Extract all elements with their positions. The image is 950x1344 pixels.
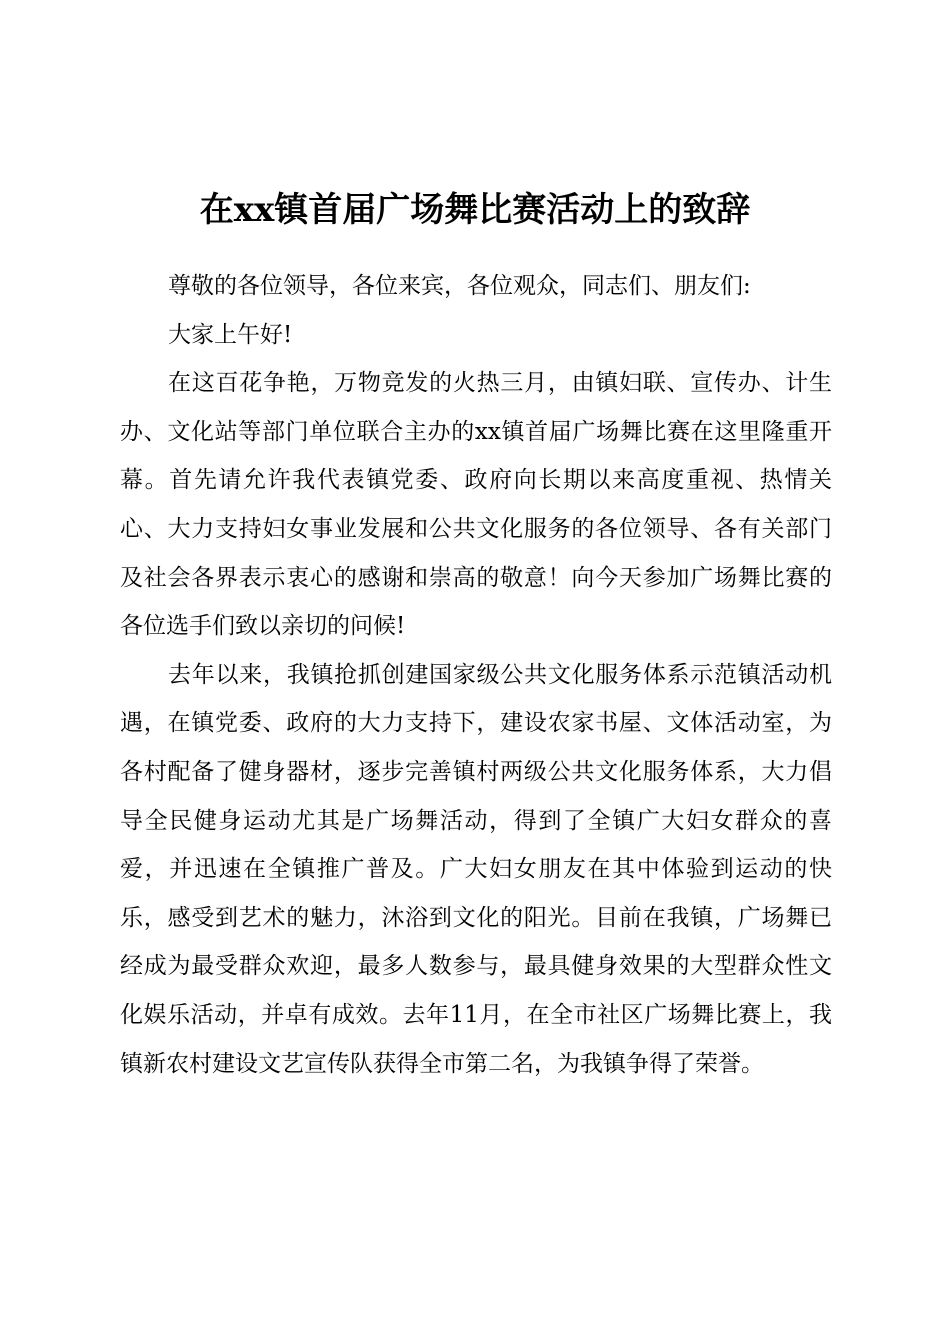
review-paragraph: 去年以来，我镇抢抓创建国家级公共文化服务体系示范镇活动机遇，在镇党委、政府的大力支持下，建设农家书屋、文体活动室，为各村配备了健身器材，逐步完善镇村两级公共文化服务体系，大力倡导全民健身运动尤其是广场舞活动，得到了全镇广大妇女群众的喜爱，并迅速在全镇推广普及。广大妇女朋友在其中体验到运动的快乐，感受到艺术的魅力，沐浴到文化的阳光。目前在我镇，广场舞已经成为最受群众欢迎，最多人数参与，最具健身效果的大型群众性文化娱乐活动，并卓有成效。去年11月，在全市社区广场舞比赛上，我镇新农村建设文艺宣传队获得全市第二名，为我镇争得了荣誉。 <box>120 661 832 1077</box>
opening-paragraph: 在这百花争艳，万物竞发的火热三月，由镇妇联、宣传办、计生办、文化站等部门单位联合主办的xx镇首届广场舞比赛在这里隆重开幕。首先请允许我代表镇党委、政府向长期以来高度重视、热情关心、大力支持妇女事业发展和公共文化服务的各位领导、各有关部门及社会各界表示衷心的感谢和崇高的敬意！向今天参加广场舞比赛的各位选手们致以亲切的问候! <box>120 370 832 640</box>
salutation-paragraph: 尊敬的各位领导，各位来宾，各位观众，同志们、朋友们: <box>168 273 751 299</box>
document-body <box>120 262 832 1088</box>
greeting-paragraph: 大家上午好! <box>168 321 293 348</box>
document-title: 在xx镇首届广场舞比赛活动上的致辞 <box>199 190 751 230</box>
